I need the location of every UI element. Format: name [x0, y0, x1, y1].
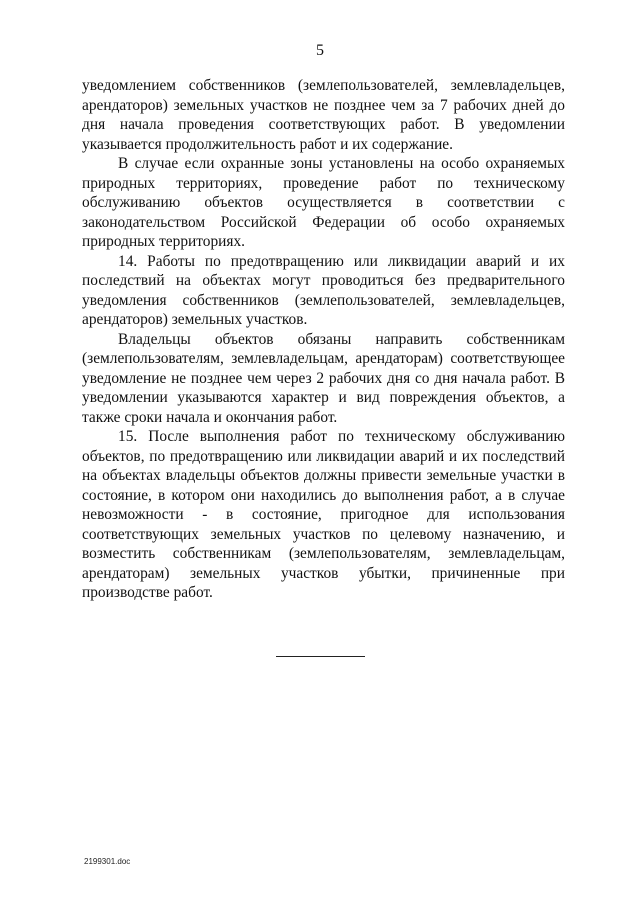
paragraph-item-15: 15. После выполнения работ по техническому обслуживанию объектов, по предотвращению или ликвидации аварий и их последствий на объектах владельцы объектов должны привести земельные участки в состояние, в котором они находились до выполнения работ, а в случае невозможности - в состояние, пригодное для использования соответствующих земельных участков по целевому назначению, и возместить собственникам (землепользователям, землевладельцам, арендаторам) земельных участков убытки, причиненные при производстве работ.: [82, 428, 565, 601]
end-divider-line: [276, 656, 365, 657]
paragraph-continuation: уведомлением собственников (землепользователей, землевладельцев, арендаторов) земельных участков не позднее чем за 7 рабочих дней до дня начала проведения соответствующих работ. В уведомлении указывается продолжительность работ и их содержание.: [82, 77, 565, 153]
paragraph-owners-notice: Владельцы объектов обязаны направить собственникам (землепользователям, землевладельцам, арендаторам) соответствующее уведомление не позднее чем через 2 рабочих дня со дня начала работ. В уведомлении указываются характер и вид повреждения объектов, а также сроки начала и окончания работ.: [82, 330, 565, 426]
paragraph-protected-territories: В случае если охранные зоны установлены на особо охраняемых природных территориях, проведение работ по техническому обслуживанию объектов осуществляется в соответствии с законодательством Российской Федерации об особо охраняемых природных территориях.: [82, 155, 565, 250]
document-body: [82, 76, 565, 603]
paragraph-item-14: 14. Работы по предотвращению или ликвидации аварий и их последствий на объектах могут проводиться без предварительного уведомления собственников (землепользователей, землевладельцев, арендаторов) земельных участков.: [82, 252, 565, 328]
footer-file-name: 2199301.doc: [84, 857, 131, 866]
page-number: 5: [316, 42, 324, 59]
